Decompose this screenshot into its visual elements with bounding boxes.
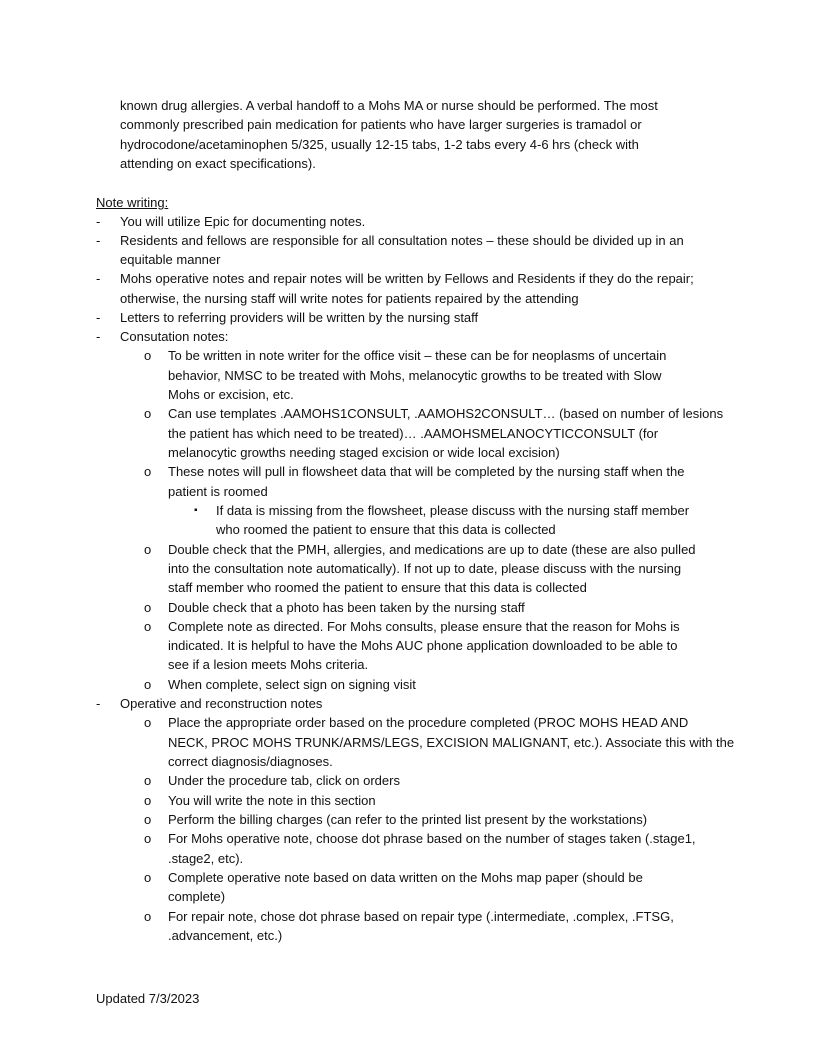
- list-item: patient is roomed: [168, 484, 268, 499]
- intro-line: attending on exact specifications).: [120, 156, 316, 171]
- circle-bullet: o: [144, 348, 152, 363]
- list-item: These notes will pull in flowsheet data that will be completed by the nursing staff when the: [168, 464, 685, 479]
- list-item: Complete note as directed. For Mohs consults, please ensure that the reason for Mohs is: [168, 619, 680, 634]
- circle-bullet: o: [144, 406, 152, 421]
- circle-bullet: o: [144, 870, 152, 885]
- list-item: see if a lesion meets Mohs criteria.: [168, 657, 369, 672]
- list-item: correct diagnosis/diagnoses.: [168, 754, 333, 769]
- list-item: When complete, select sign on signing visit: [168, 677, 416, 692]
- list-item: Under the procedure tab, click on orders: [168, 773, 400, 788]
- list-item: Consutation notes:: [120, 329, 229, 344]
- list-item: Mohs operative notes and repair notes will be written by Fellows and Residents if they do the repair;: [120, 271, 694, 286]
- circle-bullet: o: [144, 677, 152, 692]
- list-item: complete): [168, 889, 226, 904]
- list-item: Double check that a photo has been taken by the nursing staff: [168, 600, 525, 615]
- intro-line: commonly prescribed pain medication for patients who have larger surgeries is tramadol or: [120, 117, 642, 132]
- circle-bullet: o: [144, 812, 152, 827]
- list-item: into the consultation note automatically). If not up to date, please discuss with the nursing: [168, 561, 682, 576]
- dash-bullet: -: [96, 329, 101, 344]
- list-item: Mohs or excision, etc.: [168, 387, 294, 402]
- list-item: .advancement, etc.): [168, 928, 283, 943]
- intro-line: hydrocodone/acetaminophen 5/325, usually 12-15 tabs, 1-2 tabs every 4-6 hrs (check with: [120, 137, 639, 152]
- list-item: For repair note, chose dot phrase based on repair type (.intermediate, .complex, .FTSG,: [168, 909, 674, 924]
- updated-date: Updated 7/3/2023: [96, 991, 200, 1006]
- intro-line: known drug allergies. A verbal handoff to a Mohs MA or nurse should be performed. The most: [120, 98, 658, 113]
- list-item: otherwise, the nursing staff will write notes for patients repaired by the attending: [120, 291, 579, 306]
- list-item: staff member who roomed the patient to ensure that this data is collected: [168, 580, 587, 595]
- list-item: Letters to referring providers will be written by the nursing staff: [120, 310, 479, 325]
- dash-bullet: -: [96, 271, 101, 286]
- list-item: Perform the billing charges (can refer to the printed list present by the workstations): [168, 812, 648, 827]
- list-item: the patient has which need to be treated)… .AAMOHSMELANOCYTICCONSULT (for: [168, 426, 659, 441]
- list-item: Double check that the PMH, allergies, and medications are up to date (these are also pulled: [168, 542, 696, 557]
- dash-bullet: -: [96, 214, 101, 229]
- circle-bullet: o: [144, 600, 152, 615]
- square-bullet: ▪: [194, 505, 198, 516]
- list-item: To be written in note writer for the office visit – these can be for neoplasms of uncertain: [168, 348, 667, 363]
- list-item: equitable manner: [120, 252, 221, 267]
- list-item: melanocytic growths needing staged excision or wide local excision): [168, 445, 560, 460]
- list-item: .stage2, etc).: [168, 851, 244, 866]
- dash-bullet: -: [96, 696, 101, 711]
- circle-bullet: o: [144, 793, 152, 808]
- circle-bullet: o: [144, 542, 152, 557]
- list-item: Place the appropriate order based on the procedure completed (PROC MOHS HEAD AND: [168, 715, 689, 730]
- list-item: NECK, PROC MOHS TRUNK/ARMS/LEGS, EXCISION MALIGNANT, etc.). Associate this with the: [168, 735, 735, 750]
- list-item: Residents and fellows are responsible for all consultation notes – these should be divided up in an: [120, 233, 684, 248]
- list-item: indicated. It is helpful to have the Mohs AUC phone application downloaded to be able to: [168, 638, 678, 653]
- list-item: For Mohs operative note, choose dot phrase based on the number of stages taken (.stage1,: [168, 831, 696, 846]
- list-item: You will write the note in this section: [168, 793, 376, 808]
- note-writing-heading: Note writing:: [96, 195, 169, 210]
- circle-bullet: o: [144, 715, 152, 730]
- list-item: behavior, NMSC to be treated with Mohs, melanocytic growths to be treated with Slow: [168, 368, 662, 383]
- circle-bullet: o: [144, 619, 152, 634]
- dash-bullet: -: [96, 233, 101, 248]
- dash-bullet: -: [96, 310, 101, 325]
- list-item: Can use templates .AAMOHS1CONSULT, .AAMOHS2CONSULT… (based on number of lesions: [168, 406, 724, 421]
- circle-bullet: o: [144, 909, 152, 924]
- circle-bullet: o: [144, 464, 152, 479]
- list-item: who roomed the patient to ensure that this data is collected: [216, 522, 556, 537]
- list-item: Complete operative note based on data written on the Mohs map paper (should be: [168, 870, 643, 885]
- circle-bullet: o: [144, 773, 152, 788]
- circle-bullet: o: [144, 831, 152, 846]
- list-item: Operative and reconstruction notes: [120, 696, 323, 711]
- list-item: If data is missing from the flowsheet, please discuss with the nursing staff member: [216, 503, 690, 518]
- list-item: You will utilize Epic for documenting notes.: [120, 214, 366, 229]
